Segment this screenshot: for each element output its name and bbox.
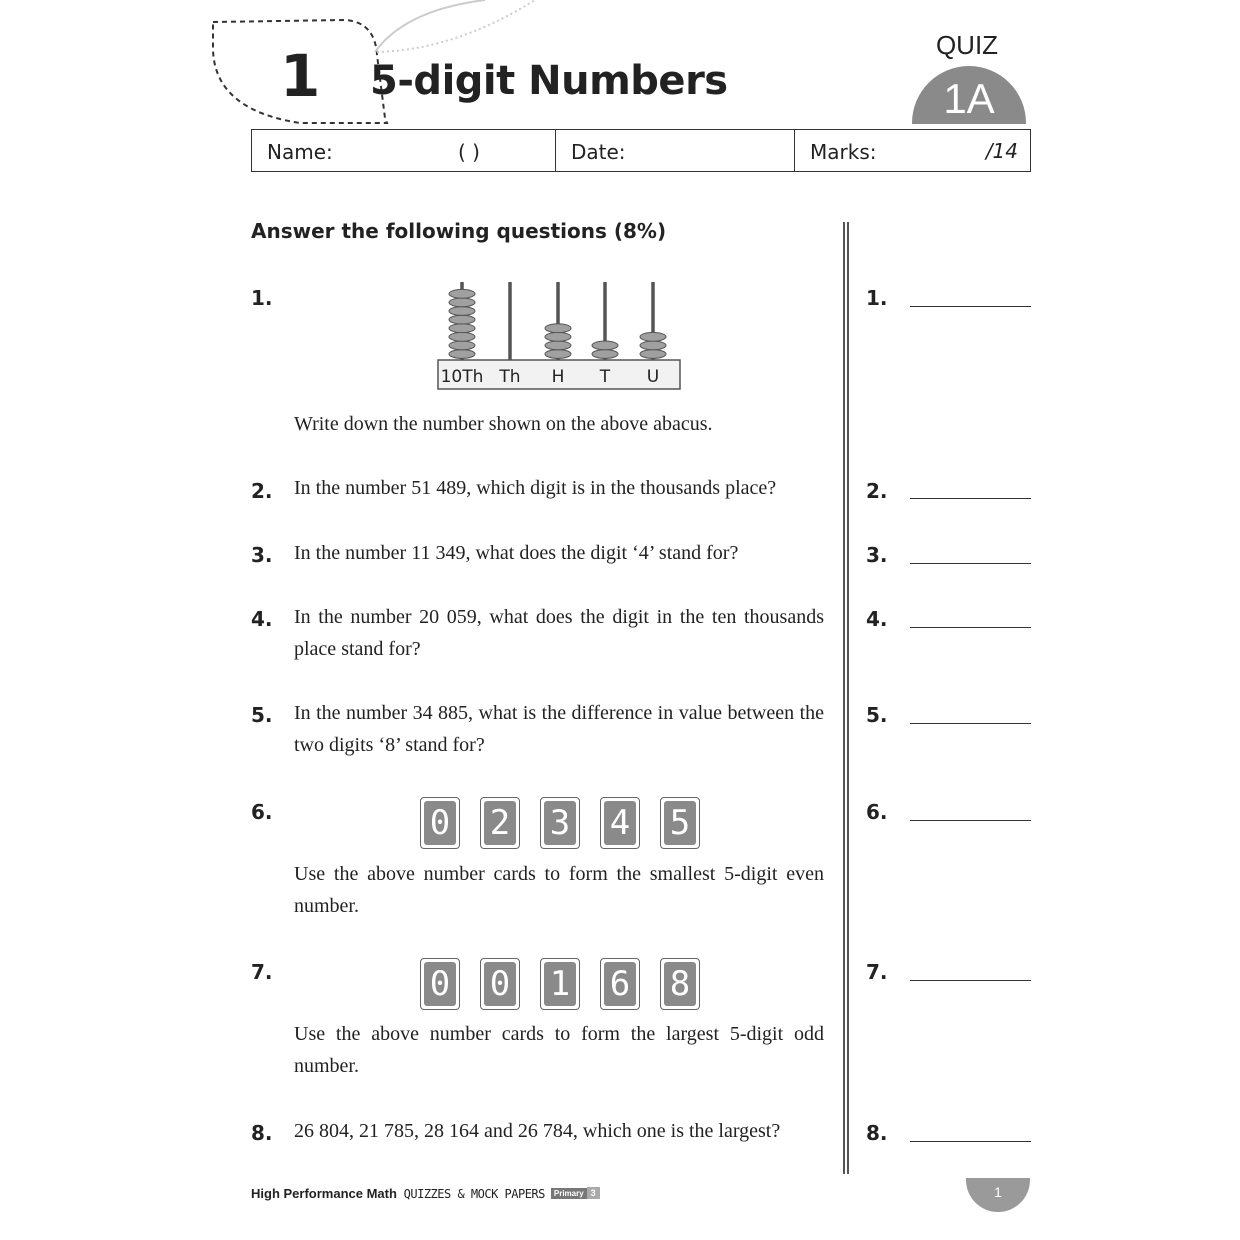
question-text: In the number 11 349, what does the digit ‘4’ stand for? xyxy=(294,542,739,564)
answer-number: 4. xyxy=(866,607,888,631)
question-number: 5. xyxy=(251,703,273,727)
abacus-bead xyxy=(449,350,475,359)
question-text: 26 804, 21 785, 28 164 and 26 784, which one is the largest? xyxy=(294,1120,781,1142)
answer-number: 5. xyxy=(866,703,888,727)
answer-number: 6. xyxy=(866,800,888,824)
question-text: In the number 20 059, what does the digit in the ten thousands place stand for? xyxy=(294,606,824,660)
abacus-column-label: Th xyxy=(499,367,521,387)
abacus-bead xyxy=(640,350,666,359)
question-number: 7. xyxy=(251,960,273,984)
marks-label: Marks: xyxy=(810,140,877,164)
abacus-bead xyxy=(449,341,475,350)
chapter-title: 5-digit Numbers xyxy=(370,58,728,104)
primary-tag: Primary xyxy=(551,1188,587,1199)
number-card: 5 xyxy=(660,797,700,849)
answer-number: 3. xyxy=(866,543,888,567)
answer-line[interactable] xyxy=(910,723,1031,724)
grade-tag: 3 xyxy=(587,1187,600,1199)
abacus-bead xyxy=(545,350,571,359)
question-text: Use the above number cards to form the largest 5-digit odd number. xyxy=(294,1023,824,1077)
brand-name: High Performance Math xyxy=(251,1186,397,1201)
answer-number: 8. xyxy=(866,1121,888,1145)
answer-line[interactable] xyxy=(910,980,1031,981)
question-text: Use the above number cards to form the smallest 5-digit even number. xyxy=(294,863,824,917)
abacus-bead xyxy=(545,341,571,350)
question-number: 2. xyxy=(251,479,273,503)
question-text: In the number 34 885, what is the difference in value between the two digits ‘8’ stand for? xyxy=(294,702,824,756)
answer-line[interactable] xyxy=(910,306,1031,307)
number-card: 6 xyxy=(600,958,640,1010)
number-card: 8 xyxy=(660,958,700,1010)
answer-line[interactable] xyxy=(910,498,1031,499)
name-field[interactable] xyxy=(252,130,556,171)
answer-line[interactable] xyxy=(910,627,1031,628)
answer-line[interactable] xyxy=(910,563,1031,564)
answer-line[interactable] xyxy=(910,820,1031,821)
number-cards xyxy=(420,958,700,1010)
quiz-badge: 1A xyxy=(912,66,1026,124)
abacus-column-label: H xyxy=(551,367,565,387)
date-label: Date: xyxy=(571,140,626,164)
abacus-bead xyxy=(592,341,618,350)
column-divider xyxy=(843,222,845,1174)
footer-brand xyxy=(251,1186,600,1201)
abacus-bead xyxy=(592,350,618,359)
question-number: 8. xyxy=(251,1121,273,1145)
abacus-bead xyxy=(449,324,475,333)
number-card: 2 xyxy=(480,797,520,849)
question-number: 1. xyxy=(251,286,273,310)
abacus-column-label: 10Th xyxy=(440,367,484,387)
column-divider xyxy=(847,222,849,1174)
marks-field[interactable] xyxy=(795,130,1030,171)
abacus-bead xyxy=(449,315,475,324)
quiz-label: QUIZ xyxy=(935,30,999,60)
abacus-bead xyxy=(545,332,571,341)
question-number: 6. xyxy=(251,800,273,824)
number-card: 0 xyxy=(420,797,460,849)
number-card: 1 xyxy=(540,958,580,1010)
number-card: 0 xyxy=(420,958,460,1010)
marks-total: /14 xyxy=(985,139,1018,163)
abacus-bead xyxy=(449,307,475,316)
question-text: In the number 51 489, which digit is in the thousands place? xyxy=(294,477,777,499)
page-number: 1 xyxy=(966,1178,1030,1212)
abacus-column-label: U xyxy=(646,367,660,387)
number-card: 3 xyxy=(540,797,580,849)
name-label: Name: xyxy=(267,140,333,164)
number-card: 4 xyxy=(600,797,640,849)
date-field[interactable] xyxy=(556,130,795,171)
class-number-paren: ( ) xyxy=(458,140,480,164)
section-heading: Answer the following questions (8%) xyxy=(251,219,667,243)
abacus-column-label: T xyxy=(599,367,611,387)
abacus-bead xyxy=(449,298,475,307)
number-cards xyxy=(420,797,700,849)
answer-number: 2. xyxy=(866,479,888,503)
answer-line[interactable] xyxy=(910,1141,1031,1142)
answer-number: 1. xyxy=(866,286,888,310)
answer-number: 7. xyxy=(866,960,888,984)
abacus-bead xyxy=(640,341,666,350)
brand-sub: QUIZZES & MOCK PAPERS xyxy=(396,1187,545,1201)
question-text: Write down the number shown on the above abacus. xyxy=(294,413,713,435)
chapter-number: 1 xyxy=(280,42,321,110)
abacus-bead xyxy=(449,289,475,298)
abacus-bead xyxy=(545,324,571,333)
abacus-bead xyxy=(640,332,666,341)
question-number: 3. xyxy=(251,543,273,567)
abacus xyxy=(437,280,683,392)
abacus-bead xyxy=(449,332,475,341)
info-bar xyxy=(251,129,1031,172)
number-card: 0 xyxy=(480,958,520,1010)
question-number: 4. xyxy=(251,607,273,631)
